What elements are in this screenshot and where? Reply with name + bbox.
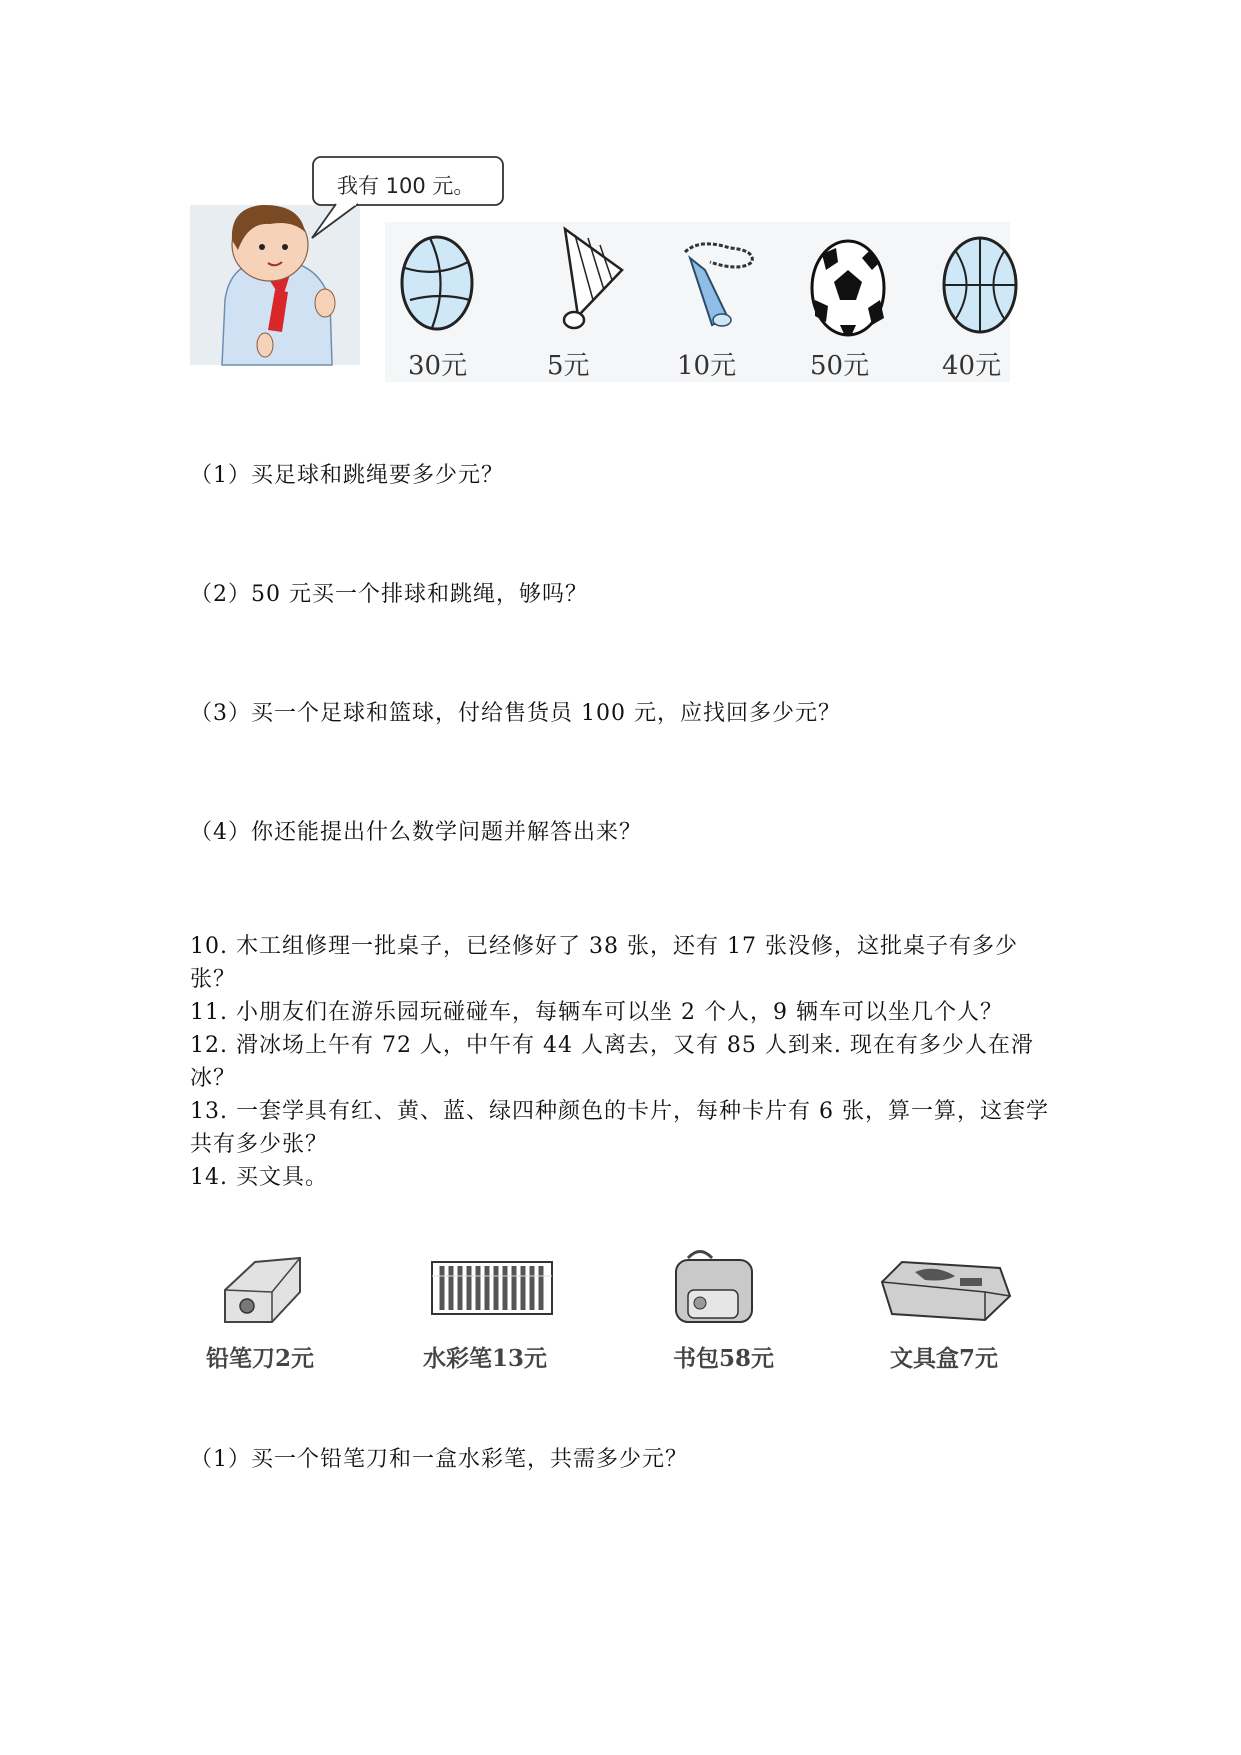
- problem-12: 12. 滑冰场上午有 72 人，中午有 44 人离去，又有 85 人到来. 现在有多少人在滑冰？: [190, 1033, 1034, 1091]
- problem-14: 14. 买文具。: [190, 1165, 328, 1190]
- volleyball-icon: [402, 237, 472, 329]
- question-b1: （1）买一个铅笔刀和一盒水彩笔，共需多少元？: [190, 1447, 688, 1472]
- question-a4: （4）你还能提出什么数学问题并解答出来？: [190, 820, 642, 845]
- question-a3: （3）买一个足球和篮球，付给售货员 100 元，应找回多少元？: [190, 701, 841, 726]
- question-a1: （1）买足球和跳绳要多少元？: [190, 463, 504, 488]
- jump-rope-price: 10元: [677, 351, 737, 381]
- shopping-illustration: [190, 155, 1030, 385]
- pencil-box-icon: [882, 1262, 1010, 1320]
- problem-list: [190, 930, 1060, 1194]
- problem-13: 13. 一套学具有红、黄、蓝、绿四种颜色的卡片，每种卡片有 6 张，算一算，这套学共有多少张？: [190, 1099, 1049, 1157]
- problem-10: 10. 木工组修理一批桌子，已经修好了 38 张，还有 17 张没修，这批桌子有多少张？: [190, 934, 1018, 992]
- football-icon: [812, 241, 884, 335]
- volleyball-price: 30元: [408, 351, 468, 381]
- pencil-box-label: 文具盒7元: [890, 1345, 999, 1372]
- problem-11: 11. 小朋友们在游乐园玩碰碰车，每辆车可以坐 2 个人，9 辆车可以坐几个人？: [190, 1000, 1003, 1025]
- sharpener-icon: [225, 1258, 300, 1322]
- shuttlecock-price: 5元: [547, 351, 590, 381]
- stationery-illustration: [190, 1240, 1030, 1380]
- schoolbag-label: 书包58元: [673, 1345, 775, 1372]
- watercolor-pens-icon: [432, 1262, 552, 1314]
- sharpener-label: 铅笔刀2元: [206, 1345, 315, 1372]
- basketball-icon: [944, 238, 1016, 332]
- watercolor-label: 水彩笔13元: [423, 1345, 548, 1372]
- speech-text: 我有 100 元。: [337, 174, 475, 198]
- question-a2: （2）50 元买一个排球和跳绳，够吗？: [190, 582, 588, 607]
- schoolbag-icon: [676, 1252, 752, 1323]
- boy-figure: [190, 205, 360, 365]
- basketball-price: 40元: [942, 351, 1002, 381]
- football-price: 50元: [810, 351, 870, 381]
